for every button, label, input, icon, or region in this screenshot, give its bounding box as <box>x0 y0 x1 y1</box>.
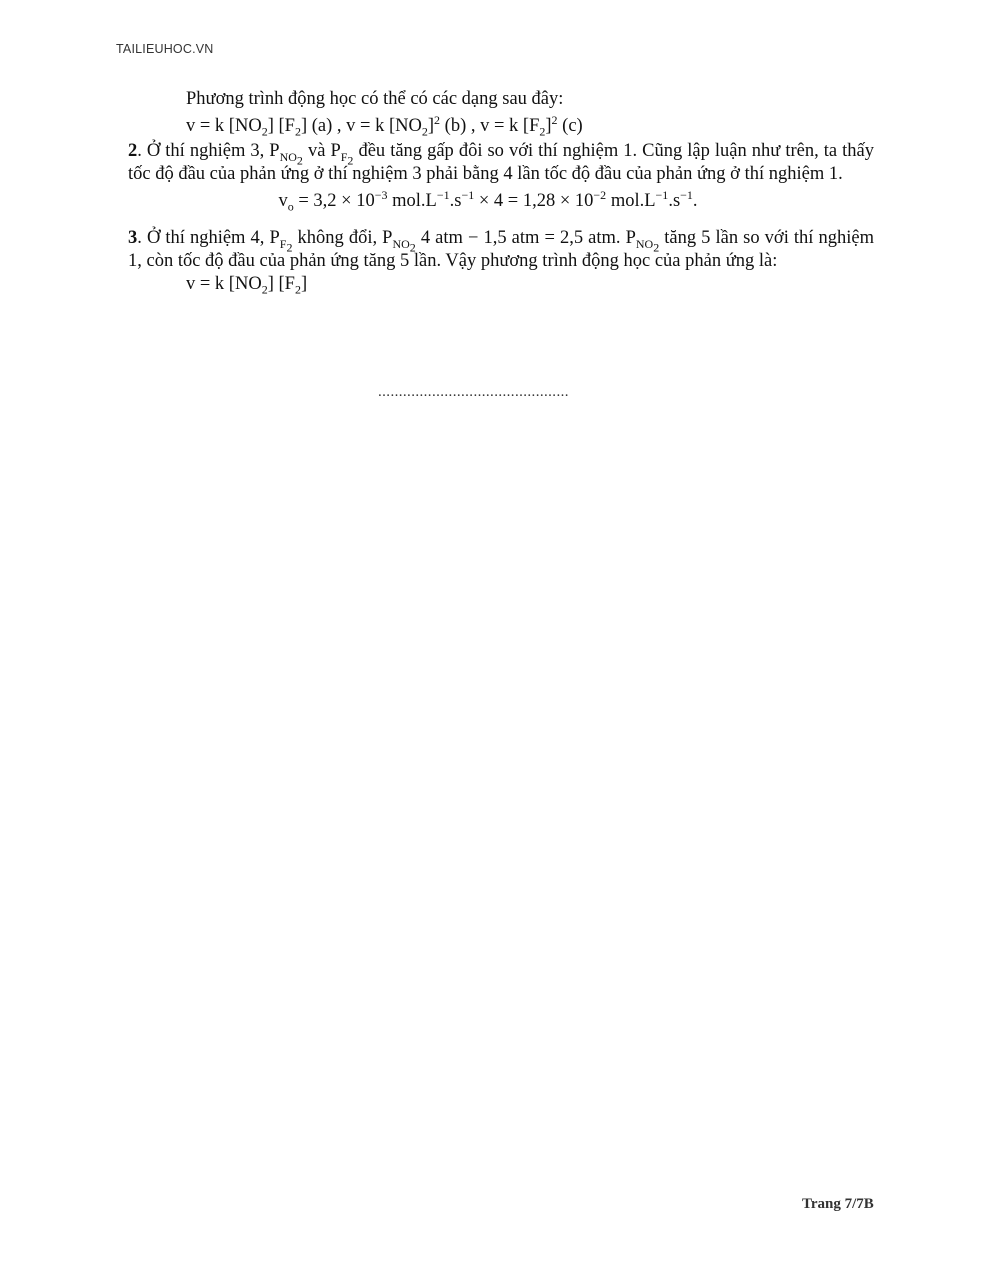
document-body <box>128 88 874 296</box>
kinetic-equations: v = k $[NO_2]$ $[F_2]$ (a) , v = k $[NO_2]^2$ (b) , v = k $[F_2]^2$ (c) <box>186 112 583 139</box>
equation-c: v = k $[F_2]^2$ (c) <box>480 112 583 139</box>
equation-a: v = k $[NO_2]$ $[F_2]$ (a) <box>186 116 333 139</box>
page-number: Trang 7/7B <box>802 1196 874 1212</box>
part-2-number: 2 <box>128 141 138 161</box>
separator-dots: .............................................. <box>378 384 569 400</box>
spacer <box>128 213 874 227</box>
site-header: TAILIEUHOC.VN <box>116 42 214 56</box>
part-2-formula: $v_o = 3,2 \times 10^{-3}$ $mol.L^{-1}.s^{-1} \times 4 = 1,28 \times 10^{-2}$ $mol.L^{-1}.s^{-1}$. <box>278 187 698 214</box>
equation-b: v = k $[NO_2]^2$ (b) <box>346 112 467 139</box>
part-3-text: 3. Ở thí nghiệm 4, $P_{F_2}$ không đổi, $P_{NO_2}$ 4 atm − 1,5 atm = 2,5 atm. $P_{NO_2}$ tăng 5 lần so với thí nghiệm 1, còn tốc độ đầu của phản ứng tăng 5 lần. Vậy phương trình động học của phản ứng là: <box>128 228 874 271</box>
part-3-result: v = k $[NO_2]$ $[F_2]$ <box>186 274 308 297</box>
part-3-number: 3 <box>128 228 138 248</box>
part-2-text: 2. Ở thí nghiệm 3, $P_{NO_2}$ và $P_{F_2}$ đều tăng gấp đôi so với thí nghiệm 1. Cũng lập luận như trên, ta thấy tốc độ đầu của phản ứng ở thí nghiệm 3 phải bằng 4 lần tốc độ đầu của phản ứng ở thí nghiệm 1. <box>128 141 874 184</box>
intro-text: Phương trình động học có thể có các dạng sau đây: <box>186 89 564 109</box>
